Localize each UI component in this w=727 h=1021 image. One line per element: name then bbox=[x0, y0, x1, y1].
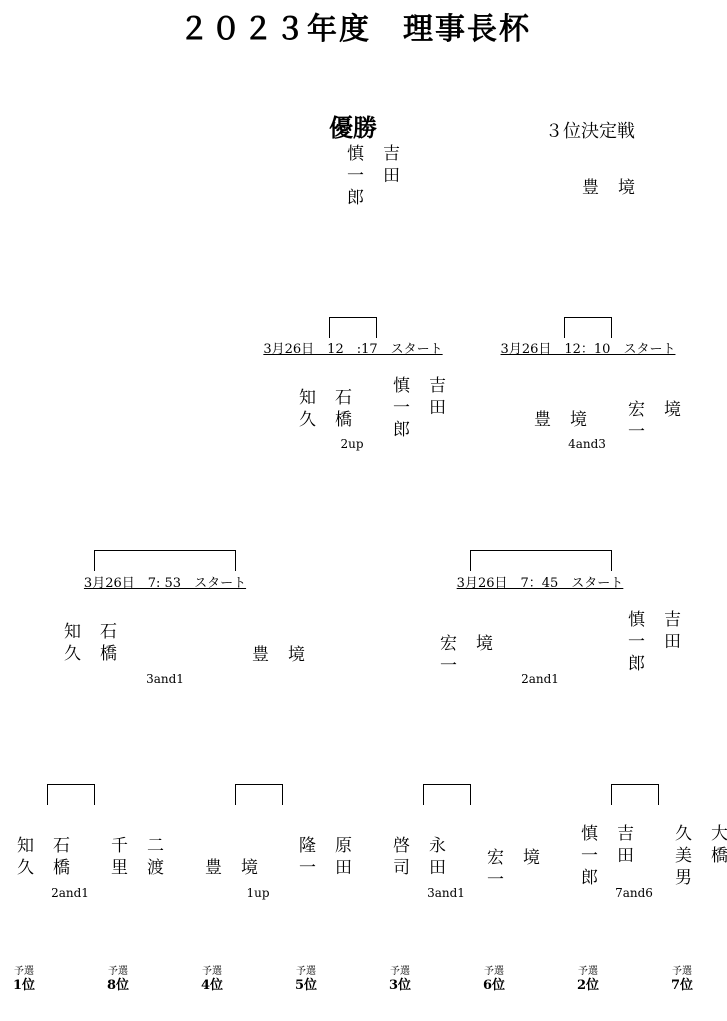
seed-rank-1: 予選 1位 bbox=[12, 966, 36, 993]
final-start-time: 3月26日 12 :17 スタート bbox=[263, 342, 443, 357]
champion-label: 優勝 bbox=[329, 113, 377, 142]
semi-1-score: 3and1 bbox=[146, 672, 184, 686]
final-player-left: 石橋 知久 bbox=[295, 388, 351, 432]
seed-rank-6: 予選 6位 bbox=[482, 966, 506, 993]
quarter-4-score: 7and6 bbox=[615, 886, 653, 900]
final-player-right: 吉田 慎一郎 bbox=[389, 376, 445, 442]
third-player-left: 境 豊 bbox=[530, 410, 586, 432]
third-place-winner: 境 豊 bbox=[578, 178, 634, 200]
quarter-1-score: 2and1 bbox=[51, 886, 89, 900]
seed-rank-3: 予選 3位 bbox=[388, 966, 412, 993]
quarter-2-player-right: 原田 隆一 bbox=[295, 836, 351, 880]
semi-2-player-left: 境 宏一 bbox=[436, 634, 492, 678]
semi-bracket-2 bbox=[470, 550, 612, 571]
seed-rank-7: 予選 7位 bbox=[670, 966, 694, 993]
semi-bracket-1 bbox=[94, 550, 236, 571]
quarter-3-score: 3and1 bbox=[427, 886, 465, 900]
seed-rank-4: 予選 4位 bbox=[200, 966, 224, 993]
seed-rank-2: 予選 2位 bbox=[576, 966, 600, 993]
final-score: 2up bbox=[340, 437, 364, 451]
third-player-right: 境 宏一 bbox=[624, 400, 680, 444]
quarter-1-player-right: 二渡 千里 bbox=[107, 836, 163, 880]
third-start-time: 3月26日 12：10 スタート bbox=[500, 342, 676, 357]
page-title: ２０２３年度 理事長杯 bbox=[179, 12, 531, 47]
semi-2-player-right: 吉田 慎一郎 bbox=[624, 610, 680, 676]
semi-1-start-time: 3月26日 7: 53 スタート bbox=[83, 576, 247, 591]
semi-2-start-time: 3月26日 7：45 スタート bbox=[456, 576, 624, 591]
seed-rank-5: 予選 5位 bbox=[294, 966, 318, 993]
final-bracket bbox=[329, 317, 377, 338]
third-score: 4and3 bbox=[568, 437, 606, 451]
semi-1-player-right: 境 豊 bbox=[248, 645, 304, 667]
quarter-3-player-left: 永田 啓司 bbox=[389, 836, 445, 880]
quarter-2-score: 1up bbox=[246, 886, 270, 900]
quarter-bracket-3 bbox=[423, 784, 471, 805]
quarter-4-player-left: 吉田 慎一郎 bbox=[577, 824, 633, 890]
semi-2-score: 2and1 bbox=[521, 672, 559, 686]
quarter-bracket-4 bbox=[611, 784, 659, 805]
champion-name: 吉田 慎一郎 bbox=[343, 144, 399, 210]
quarter-4-player-right: 大橋 久美男 bbox=[671, 824, 727, 890]
seed-rank-8: 予選 8位 bbox=[106, 966, 130, 993]
quarter-1-player-left: 石橋 知久 bbox=[13, 836, 69, 880]
quarter-2-player-left: 境 豊 bbox=[201, 858, 257, 880]
quarter-bracket-2 bbox=[235, 784, 283, 805]
quarter-bracket-1 bbox=[47, 784, 95, 805]
third-place-label: ３位決定戦 bbox=[545, 121, 635, 142]
quarter-3-player-right: 境 宏一 bbox=[483, 848, 539, 892]
third-bracket bbox=[564, 317, 612, 338]
semi-1-player-left: 石橋 知久 bbox=[60, 622, 116, 666]
